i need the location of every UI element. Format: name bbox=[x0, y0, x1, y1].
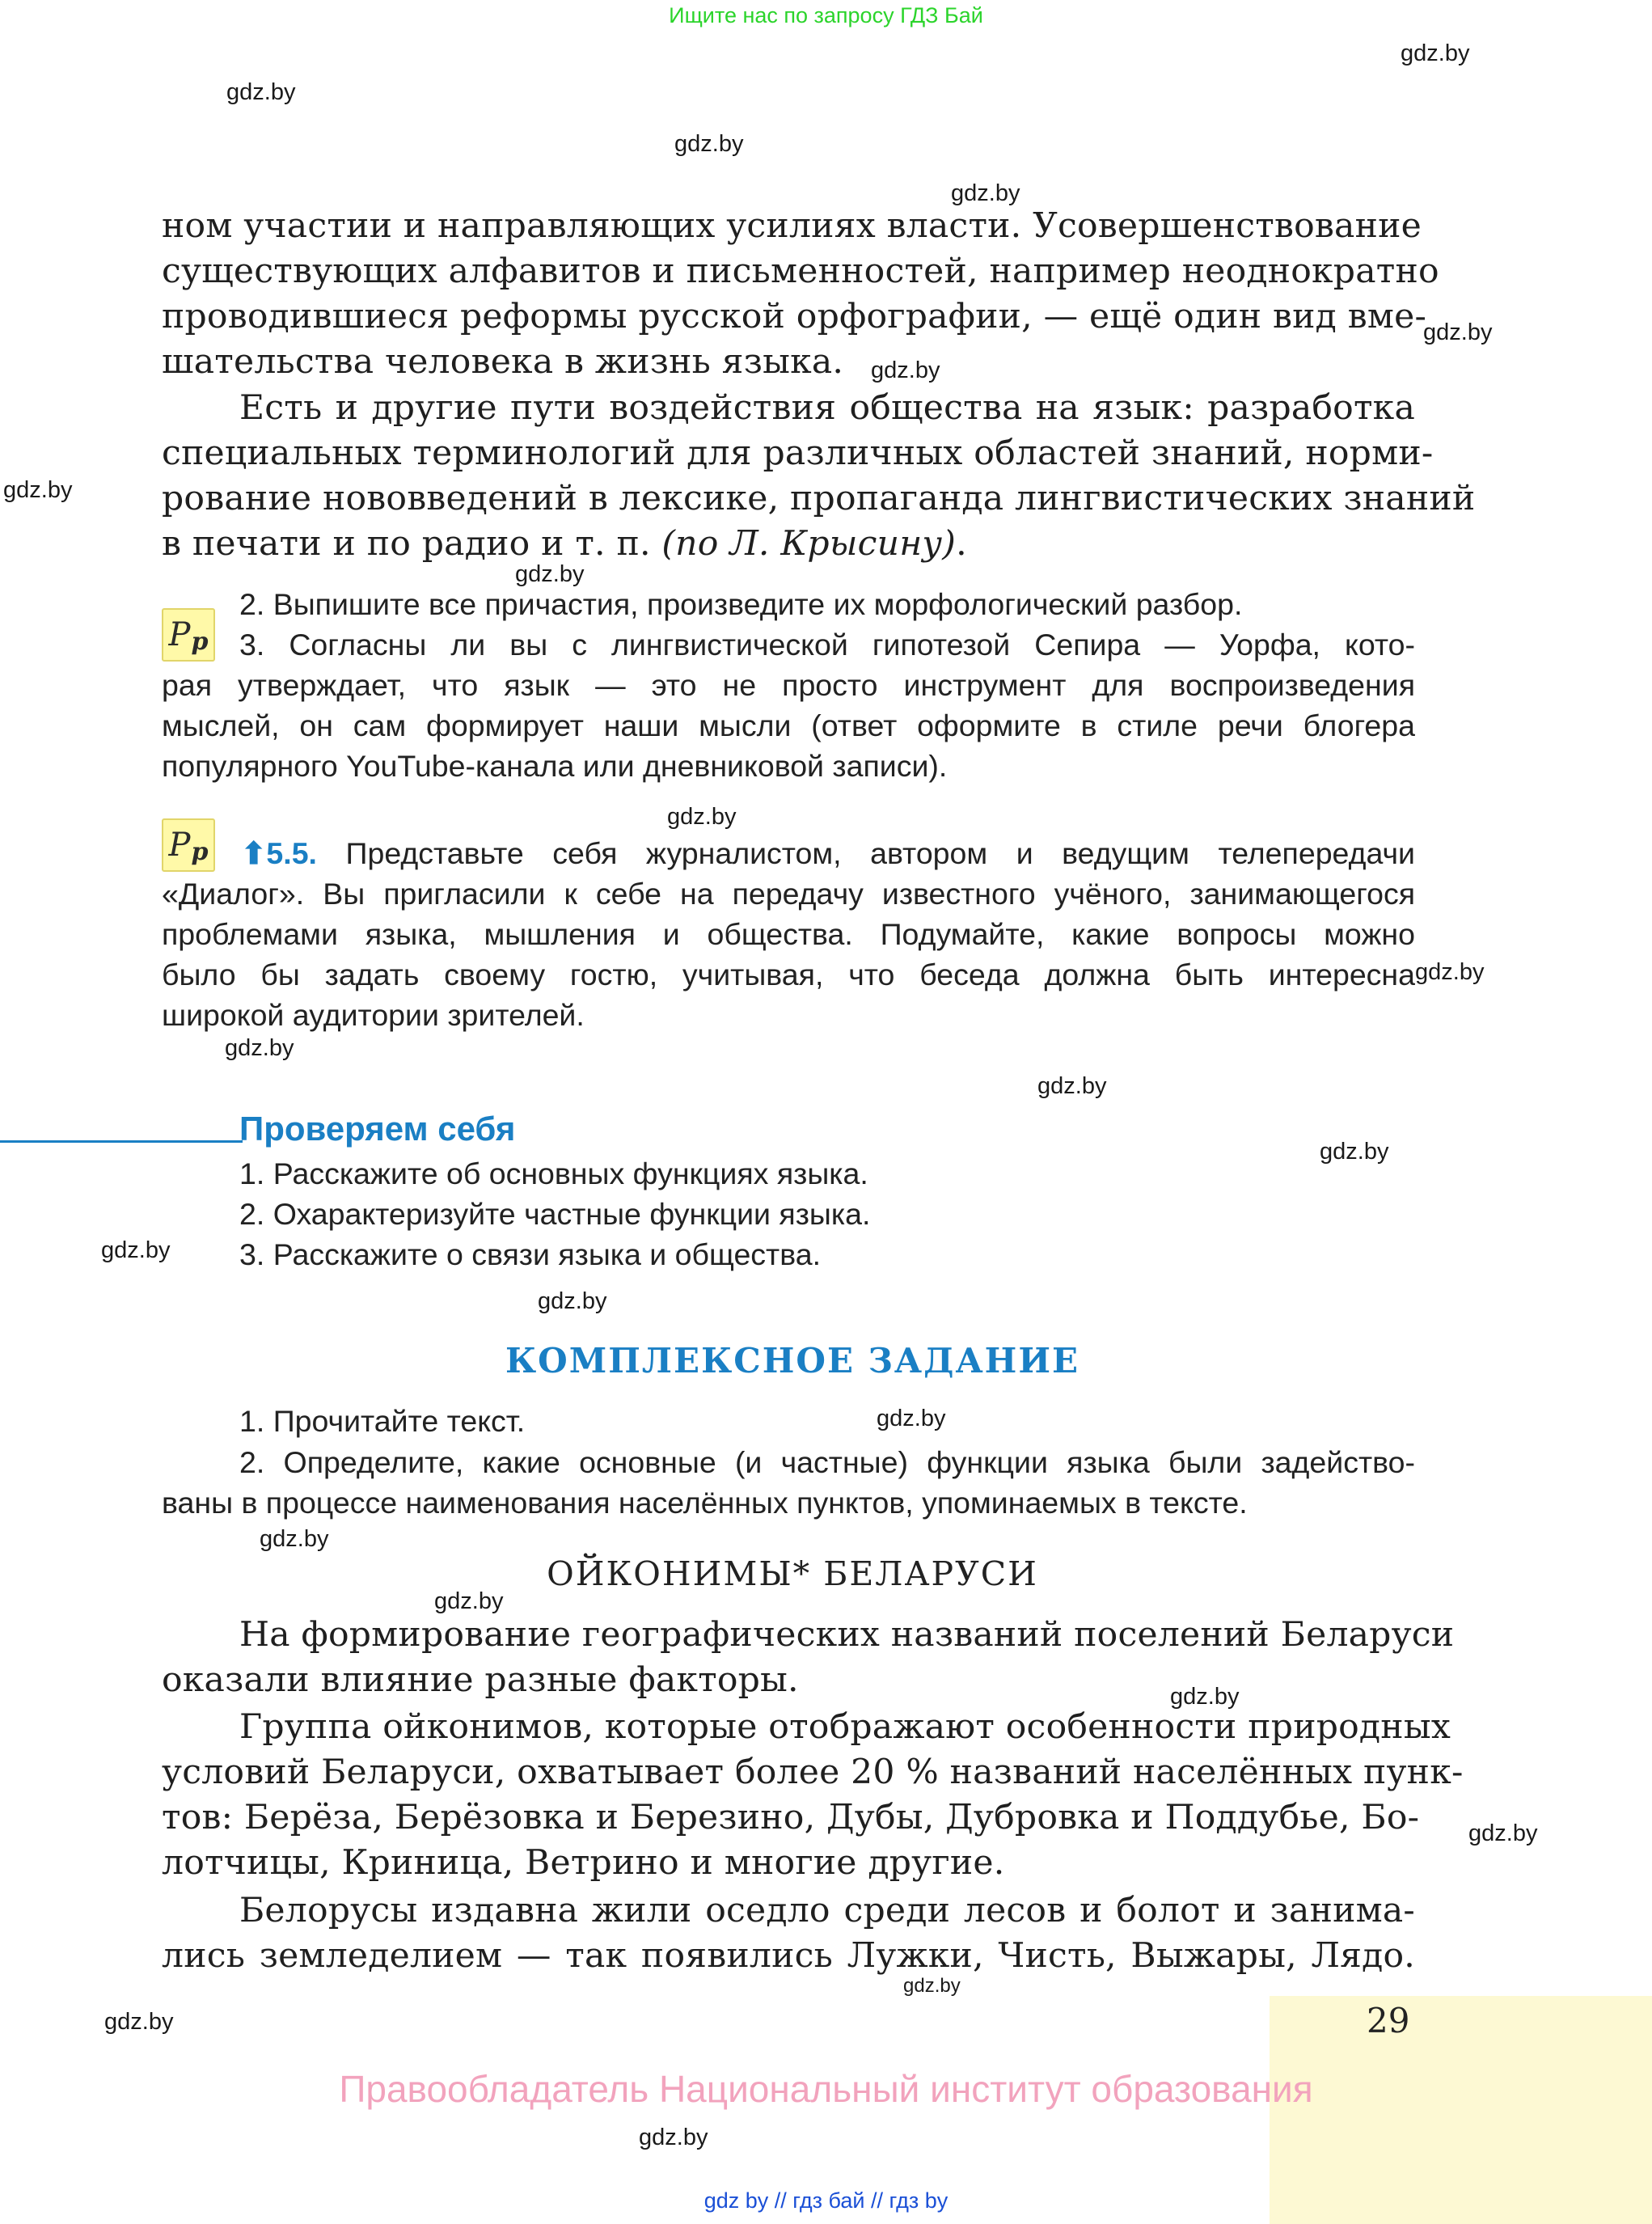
paragraph-line: специальных терминологий для различных областей знаний, норми- bbox=[162, 433, 1434, 473]
watermark: gdz.by bbox=[1415, 959, 1485, 985]
paragraph-line: проводившиеся реформы русской орфографии, — ещё один вид вме- bbox=[162, 297, 1427, 336]
watermark: gdz.by bbox=[871, 357, 940, 383]
watermark: gdz.by bbox=[225, 1035, 294, 1061]
top-banner: Ищите нас по запросу ГДЗ Бай bbox=[669, 3, 983, 27]
page-number: 29 bbox=[1367, 2001, 1410, 2040]
watermark: gdz.by bbox=[877, 1406, 946, 1431]
text-line: условий Беларуси, охватывает более 20 % названий населённых пунк- bbox=[162, 1753, 1464, 1792]
watermark: gdz.by bbox=[1037, 1073, 1107, 1099]
text-line: Группа ойконимов, которые отображают особенности природных bbox=[239, 1707, 1451, 1747]
task-line: популярного YouTube-канала или дневниковой записи). bbox=[162, 749, 948, 783]
watermark: gdz.by bbox=[1468, 1820, 1538, 1846]
attribution: (по Л. Крысину) bbox=[661, 524, 957, 564]
watermark: gdz.by bbox=[1401, 40, 1470, 66]
watermark: gdz.by bbox=[1423, 319, 1493, 345]
task-5-5-first-line: ⬆5.5. Представьте себя журналистом, автором и ведущим телепередачи bbox=[241, 833, 1415, 873]
watermark: gdz.by bbox=[101, 1237, 171, 1263]
watermark: gdz.by bbox=[434, 1588, 504, 1614]
practice-icon: P p bbox=[162, 608, 215, 662]
check-item: 1. Расскажите об основных функциях языка. bbox=[239, 1156, 868, 1190]
task-line: было бы задать своему гостю, учитывая, что беседа должна быть интересна bbox=[162, 958, 1415, 991]
watermark: gdz.by bbox=[639, 2125, 708, 2150]
check-item: 2. Охарактеризуйте частные функции языка. bbox=[239, 1197, 871, 1231]
text-line: тов: Берёза, Берёзовка и Березино, Дубы, Дубровка и Поддубье, Бо- bbox=[162, 1798, 1420, 1837]
check-yourself-title: Проверяем себя bbox=[239, 1110, 516, 1148]
watermark: gdz.by bbox=[515, 561, 585, 587]
task-line: широкой аудитории зрителей. bbox=[162, 998, 585, 1032]
complex-item: 1. Прочитайте текст. bbox=[239, 1404, 526, 1438]
watermark: gdz.by bbox=[3, 477, 73, 503]
watermark: gdz.by bbox=[1320, 1139, 1389, 1165]
task-line: 2. Выпишите все причастия, произведите их морфологический разбор. bbox=[239, 587, 1243, 621]
text-line: Белорусы издавна жили оседло среди лесов и болот и занима- bbox=[239, 1891, 1415, 1930]
paragraph-text: в печати и по радио и т. п. bbox=[162, 524, 662, 564]
practice-icon: P p bbox=[162, 818, 215, 872]
watermark: gdz.by bbox=[538, 1288, 607, 1314]
paragraph-line: существующих алфавитов и письменностей, например неоднократно bbox=[162, 252, 1439, 291]
watermark: gdz.by bbox=[667, 804, 737, 830]
paragraph-line: Есть и другие пути воздействия общества на язык: разработка bbox=[239, 388, 1415, 428]
task-number: 5.5. bbox=[266, 836, 317, 870]
text-line: лотчицы, Криница, Ветрино и многие другие. bbox=[162, 1843, 1005, 1883]
text-line: На формирование географических названий поселений Беларуси bbox=[239, 1615, 1455, 1655]
paragraph-line: ном участии и направляющих усилиях власти. Усовершенствование bbox=[162, 206, 1422, 246]
task-line: мыслей, он сам формирует наши мысли (ответ оформите в стиле речи блогера bbox=[162, 708, 1415, 742]
task-line: проблемами языка, мышления и общества. Подумайте, какие вопросы можно bbox=[162, 917, 1415, 951]
bottom-links[interactable]: gdz by // гдз бай // гдз by bbox=[703, 2188, 949, 2213]
check-item: 3. Расскажите о связи языка и общества. bbox=[239, 1237, 822, 1271]
watermark: gdz.by bbox=[951, 180, 1020, 206]
complex-item: ваны в процессе наименования населённых пунктов, упоминаемых в тексте. bbox=[162, 1486, 1248, 1520]
text-line: лись земледелием — так появились Лужки, Чисть, Выжары, Лядо. bbox=[162, 1936, 1415, 1976]
watermark: gdz.by bbox=[260, 1526, 329, 1552]
complex-task-title: КОМПЛЕКСНОЕ ЗАДАНИЕ bbox=[505, 1341, 1080, 1380]
task-line: «Диалог». Вы пригласили к себе на передачу известного учёного, занимающегося bbox=[162, 877, 1415, 911]
paragraph-end: . bbox=[956, 524, 967, 564]
section-divider bbox=[0, 1140, 243, 1143]
watermark: gdz.by bbox=[1170, 1684, 1240, 1710]
complex-item: 2. Определите, какие основные (и частные) функции языка были задейство- bbox=[239, 1445, 1415, 1479]
watermark: gdz.by bbox=[903, 1975, 961, 1997]
text-title: ОЙКОНИМЫ* БЕЛАРУСИ bbox=[547, 1554, 1038, 1593]
copyright-notice: Правообладатель Национальный институт образования bbox=[339, 2068, 1313, 2110]
text-line: оказали влияние разные факторы. bbox=[162, 1660, 799, 1700]
paragraph-line: шательства человека в жизнь языка. bbox=[162, 342, 844, 382]
arrow-up-icon: ⬆ bbox=[241, 836, 267, 870]
paragraph-line: рование нововведений в лексике, пропаганда лингвистических знаний bbox=[162, 479, 1476, 518]
paragraph-line-with-attribution bbox=[162, 522, 1415, 567]
watermark: gdz.by bbox=[226, 79, 296, 105]
watermark: gdz.by bbox=[674, 131, 744, 157]
task-line: 3. Согласны ли вы с лингвистической гипотезой Сепира — Уорфа, кото- bbox=[239, 628, 1415, 662]
task-line: рая утверждает, что язык — это не просто инструмент для воспроизведения bbox=[162, 668, 1415, 702]
watermark: gdz.by bbox=[104, 2009, 174, 2035]
